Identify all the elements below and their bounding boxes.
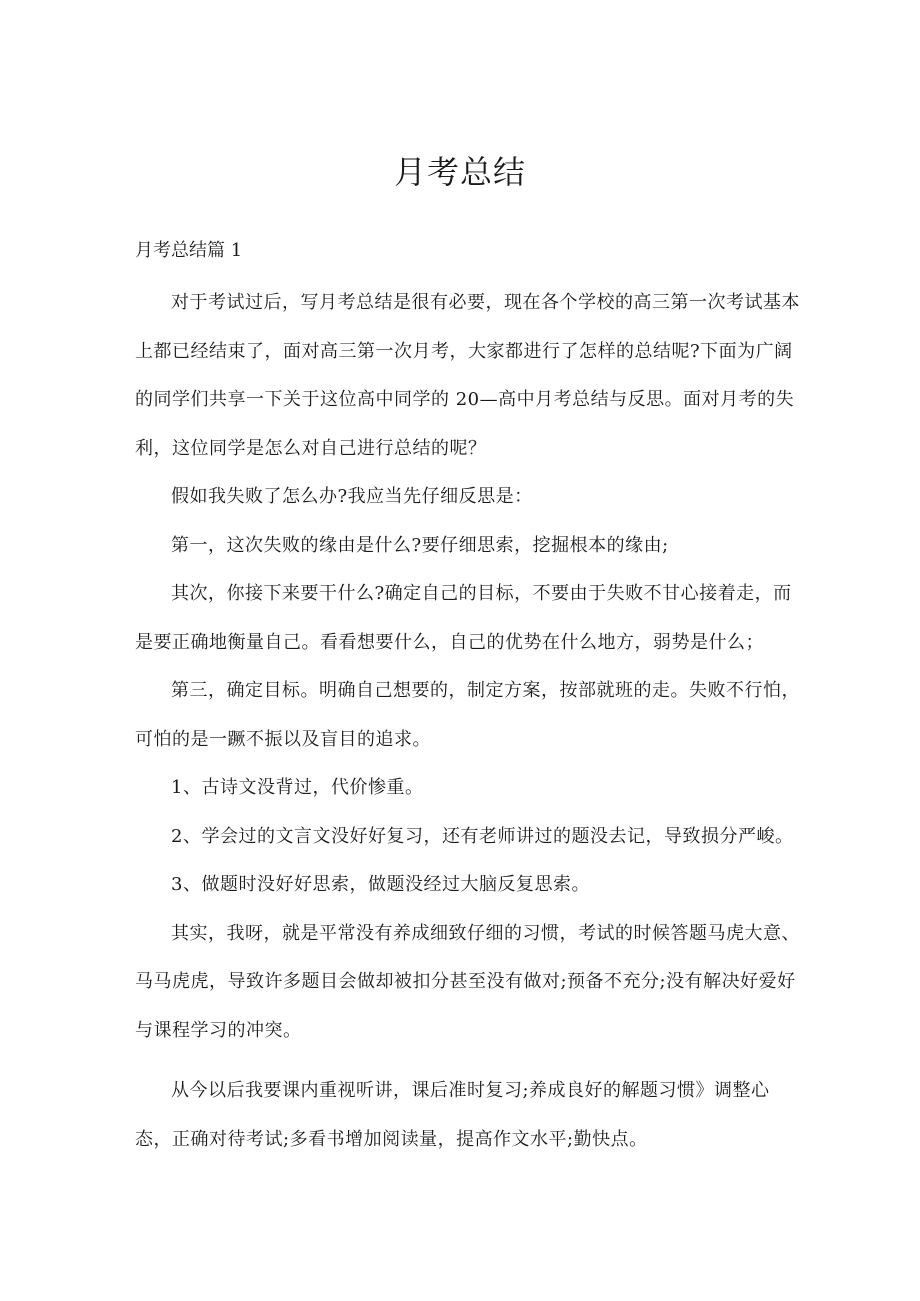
paragraph-intro: 对于考试过后，写月考总结是很有必要，现在各个学校的高三第一次考试基本上都已经结束了，面对高三第一次月考，大家都进行了怎样的总结呢?下面为广阔的同学们共享一下关于这位高中同学的 20—高中月考总结与反思。面对月考的失利，这位同学是怎么对自己进行总结的呢？ bbox=[135, 292, 800, 459]
list-item-3: 3、做题时没好好思索，做题没经过大脑反复思索。 bbox=[171, 874, 590, 895]
paragraph-plan: 从今以后我要课内重视听讲，课后准时复习;养成良好的解题习惯》调整心态，正确对待考试;多看书增加阅读量，提高作文水平;勤快点。 bbox=[135, 1080, 770, 1150]
paragraph-first: 第一，这次失败的缘由是什么?要仔细思索，挖掘根本的缘由; bbox=[171, 534, 669, 556]
list-item-2: 2、学会过的文言文没好好复习，还有老师讲过的题没去记，导致损分严峻。 bbox=[171, 825, 794, 847]
paragraph-question: 假如我失败了怎么办?我应当先仔细反思是： bbox=[171, 486, 533, 507]
paragraph-second: 其次，你接下来要干什么?确定自己的目标，不要由于失败不甘心接着走，而是要正确地衡量自己。看看想要什么，自己的优势在什么地方，弱势是什么； bbox=[135, 583, 792, 653]
paragraph-third: 第三，确定目标。明确自己想要的，制定方案，按部就班的走。失败不行怕，可怕的是一蹶不振以及盲目的追求。 bbox=[135, 680, 800, 750]
paragraph-reflection: 其实，我呀，就是平常没有养成细致仔细的习惯，考试的时候答题马虎大意、马马虎虎，导致许多题目会做却被扣分甚至没有做对;预备不充分;没有解决好爱好与课程学习的冲突。 bbox=[135, 922, 800, 1041]
section-heading: 月考总结篇 1 bbox=[135, 240, 243, 261]
list-item-1: 1、古诗文没背过，代价惨重。 bbox=[171, 777, 424, 798]
document-title: 月考总结 bbox=[393, 153, 526, 191]
document-body bbox=[135, 279, 800, 1164]
